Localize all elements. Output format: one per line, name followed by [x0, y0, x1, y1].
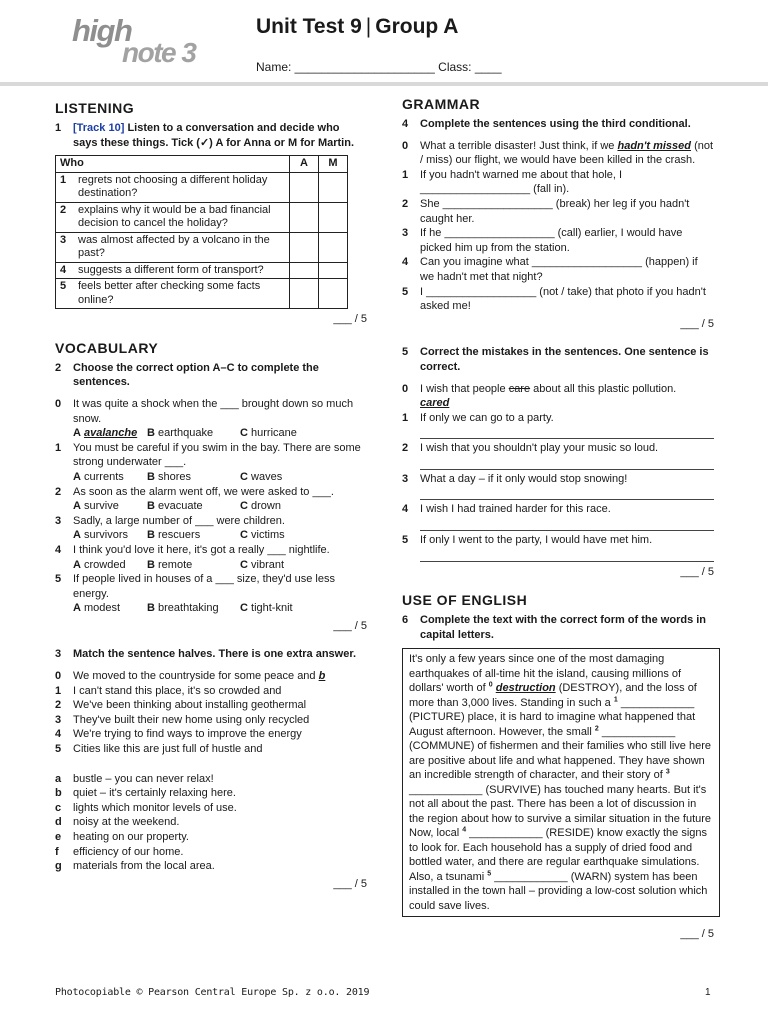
table-row: 1 regrets not choosing a different holiday destination?	[56, 172, 348, 202]
list-item: 0 I wish that people care about all this plastic pollution. cared	[402, 382, 677, 410]
list-item: 3 What a day – if it only would stop snowing!	[402, 472, 628, 485]
listening-title: LISTENING	[55, 100, 135, 116]
vocabulary-items	[55, 397, 367, 616]
tick-cell[interactable]	[319, 172, 348, 202]
list-item: 2 We've been thinking about installing geothermal	[55, 699, 307, 712]
use-of-english-instruction: 6 Complete the text with the correct form of the words in capital letters.	[402, 614, 707, 641]
right-column	[402, 95, 714, 942]
col-martin: M	[319, 156, 348, 173]
list-item: 3 If he __________________ (call) earlier, I would have picked him up from the station.	[402, 227, 683, 254]
logo-word-note: note 3	[122, 37, 196, 68]
table-row: 3 was almost affected by a volcano in the past?	[56, 232, 348, 262]
list-item: 0 It was quite a shock when the ___ brought down so much snow. A avalanche B earthquake C hurricane	[55, 397, 354, 440]
table-row: 4 suggests a different form of transport?	[56, 262, 348, 279]
tick-cell[interactable]	[319, 202, 348, 232]
table-header-row	[56, 156, 348, 173]
use-of-english-title: USE OF ENGLISH	[402, 592, 528, 609]
answer-line[interactable]	[420, 548, 714, 562]
tick-cell[interactable]	[290, 172, 319, 202]
list-item: 2 As soon as the alarm went off, we were asked to ___. A survive B evacuate C drown	[55, 485, 334, 513]
footer-copyright: Photocopiable © Pearson Central Europe Sp. z o.o. 2019	[55, 987, 370, 998]
list-item: 2 She __________________ (break) her leg if you hadn't caught her.	[402, 197, 690, 225]
vocabulary-title: VOCABULARY	[55, 339, 159, 356]
correct-items	[402, 382, 714, 562]
list-item: 5 I __________________ (not / take) that photo if you hadn't asked me!	[402, 285, 706, 313]
list-item: c lights which monitor levels of use.	[55, 801, 237, 814]
list-item: 5 If only I went to the party, I would have met him.	[402, 534, 653, 547]
col-who: Who	[56, 156, 290, 173]
tick-cell[interactable]	[290, 262, 319, 279]
title-unit: Unit Test 9	[256, 15, 362, 38]
list-item: e heating on our property.	[55, 831, 189, 843]
name-class-line: Name: _____________________ Class: ____	[256, 60, 502, 74]
title-group: Group A	[375, 15, 459, 38]
col-anna: A	[290, 156, 319, 173]
match-endings	[55, 772, 367, 874]
list-item: 3 They've built their new home using only recycled	[55, 713, 310, 726]
listening-table	[55, 155, 348, 309]
table-row: 2 explains why it would be a bad financial decision to cancel the holiday?	[56, 202, 348, 232]
vocabulary-instruction: 2 Choose the correct option A–C to complete the sentences.	[55, 361, 319, 389]
list-item: 0 We moved to the countryside for some peace and b	[55, 670, 326, 683]
list-item: 1 You must be careful if you swim in the bay. There are some strong underwater ___. A currents B shores C waves	[55, 441, 361, 483]
score-use-of-english: ___ / 5	[680, 928, 714, 941]
listening-instruction	[55, 121, 367, 150]
list-item: 5 Cities like this are just full of hustle and	[55, 743, 263, 756]
question-number: 1	[55, 122, 62, 134]
score-vocabulary: ___ / 5	[333, 619, 367, 632]
list-item: 2 I wish that you shouldn't play your music so loud.	[402, 442, 659, 455]
list-item: 1 I can't stand this place, it's so crowded and	[55, 684, 282, 697]
list-item: 4 Can you imagine what __________________ (happen) if we hadn't met that night?	[402, 256, 698, 283]
answer-line[interactable]	[420, 486, 714, 500]
tick-cell[interactable]	[290, 232, 319, 262]
grammar-items	[402, 139, 714, 314]
list-item: 5 If people lived in houses of a ___ size, they'd use less energy. A modest B breathtaking C tight-knit	[55, 573, 335, 615]
list-item: b quiet – it's certainly relaxing here.	[55, 787, 236, 800]
page-number: 1	[705, 987, 711, 998]
list-item: 3 Sadly, a large number of ___ were children. A survivors B rescuers C victims	[55, 514, 285, 542]
score-listening: ___ / 5	[333, 313, 367, 326]
instruction-text: Listen to a conversation and decide who says these things. Tick (✓) A for Anna or M for Martin.	[73, 122, 354, 149]
list-item: 1 If only we can go to a party.	[402, 411, 554, 424]
grammar-title: GRAMMAR	[402, 96, 481, 112]
list-item: 4 I wish I had trained harder for this race.	[402, 503, 611, 516]
title-separator: |	[365, 15, 372, 38]
word-formation-text: It's only a few years since one of the most damaging earthquakes of all-time hit the island, causing millions of dollars' worth of $^0$ destruction (DESTROY), and the loss of more than 3,000 lives. Standing in such a $^1$ ____________ (PICTURE) place, it is hard to imagine what happened that August afternoon. However, the small $^2$ ____________ (COMMUNE) of fishermen and their families who still live here are positive about life and what happened. They have shown an incredible strength of character, and their story of $^3$ ____________ (SURVIVE) has touched many hearts. But it's not all about the past. There has been a lot of discussion in the region about how to survive a similar situation in the future Now, local $^4$ ____________ (RESIDE) know exactly the signs to look for. Each household has a supply of dried food and bottled water, and there are regular earthquake simulations. Also, a tsunami $^5$ ____________ (WARN) system has been installed in the town hall – providing a low-cost solution which could save lives.	[402, 648, 720, 917]
tick-cell[interactable]	[319, 262, 348, 279]
header-rule	[0, 82, 768, 86]
track-label: [Track 10]	[73, 122, 125, 134]
answer-line[interactable]	[420, 425, 714, 439]
left-column	[55, 99, 367, 891]
logo-word-high: high	[72, 13, 132, 48]
list-item: a bustle – you can never relax!	[55, 772, 214, 785]
page-title	[256, 15, 459, 38]
score-correction: ___ / 5	[680, 565, 714, 578]
tick-cell[interactable]	[290, 202, 319, 232]
list-item: 4 I think you'd love it here, it's got a really ___ nightlife. A crowded B remote C vibrant	[55, 543, 330, 571]
list-item: 0 What a terrible disaster! Just think, if we hadn't missed (not / miss) our flight, we would have been killed in the crash.	[402, 139, 714, 167]
table-row: 5 feels better after checking some facts online?	[56, 279, 348, 309]
tick-cell[interactable]	[319, 232, 348, 262]
match-instruction: 3 Match the sentence halves. There is one extra answer.	[55, 648, 357, 661]
match-halves	[55, 669, 367, 757]
answer-line[interactable]	[420, 456, 714, 470]
tick-cell[interactable]	[319, 279, 348, 309]
list-item: f efficiency of our home.	[55, 845, 184, 858]
list-item: 4 We're trying to find ways to improve the energy	[55, 728, 302, 741]
grammar-instruction: 4 Complete the sentences using the third conditional.	[402, 118, 691, 130]
list-item: g materials from the local area.	[55, 860, 215, 873]
list-item: 1 If you hadn't warned me about that hole, I __________________ (fall in).	[402, 168, 623, 196]
score-matching: ___ / 5	[333, 877, 367, 890]
score-grammar: ___ / 5	[680, 317, 714, 330]
correct-instruction: 5 Correct the mistakes in the sentences. One sentence is correct.	[402, 346, 709, 373]
answer-line[interactable]	[420, 517, 714, 531]
high-note-logo	[70, 13, 210, 84]
tick-cell[interactable]	[290, 279, 319, 309]
list-item: d noisy at the weekend.	[55, 816, 180, 829]
